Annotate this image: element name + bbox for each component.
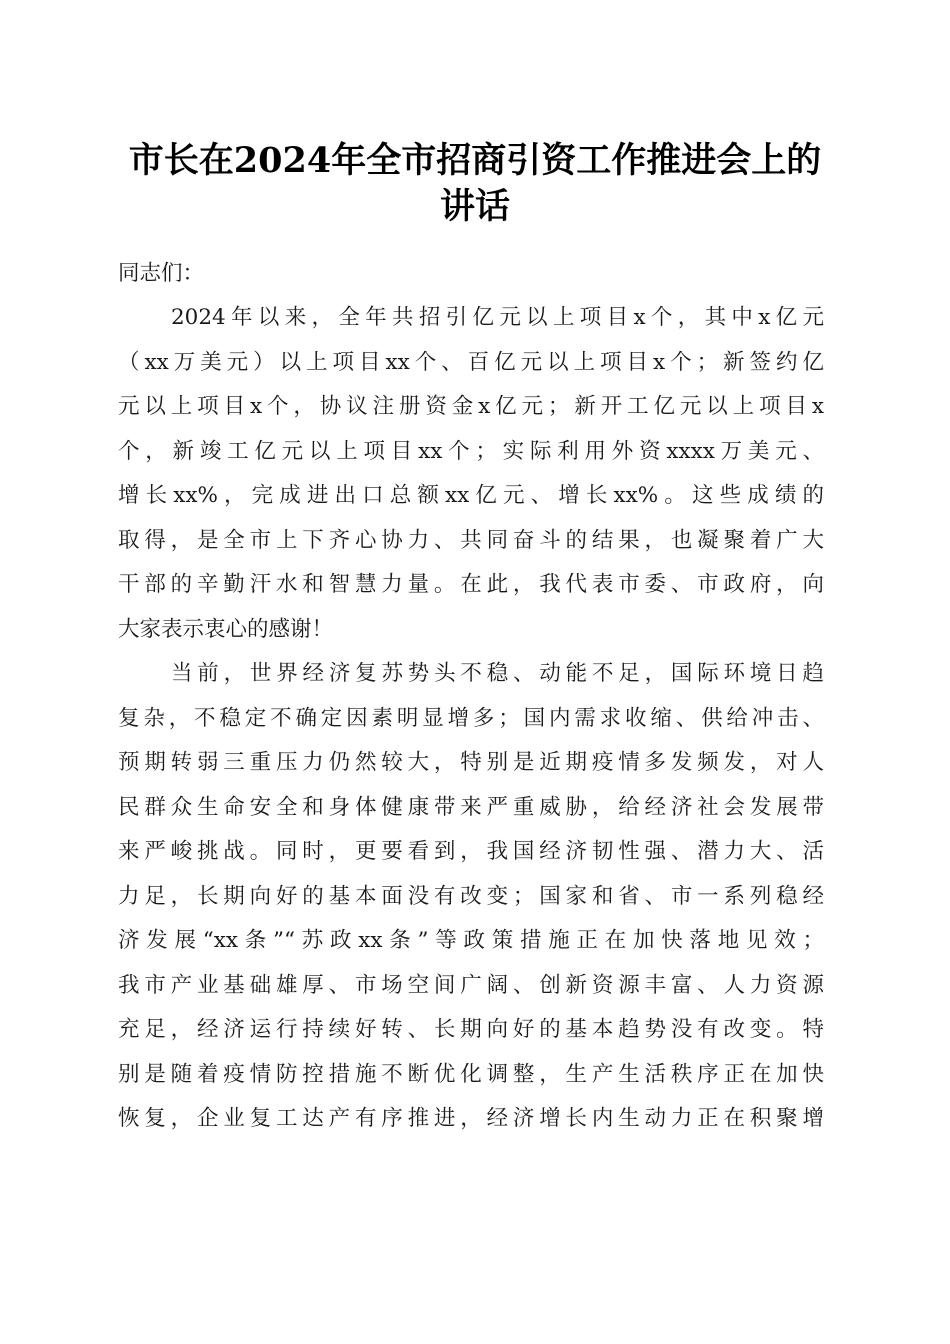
text-line: 力足，长期向好的基本面没有改变；国家和省、市一系列稳经 xyxy=(118,883,824,909)
text-line: 取得，是全市上下齐心协力、共同奋斗的结果，也凝聚着广大 xyxy=(118,527,824,553)
text-line: 复杂，不稳定不确定因素明显增多；国内需求收缩、供给冲击、 xyxy=(118,705,824,731)
document-title xyxy=(110,138,840,230)
text-line: 2024年以来，全年共招引亿元以上项目x个，其中x亿元 xyxy=(171,305,824,330)
text-line: 济发展“xx条”“苏政xx条”等政策措施正在加快落地见效； xyxy=(118,928,824,953)
text-line: （xx万美元）以上项目xx个、百亿元以上项目x个；新签约亿 xyxy=(118,349,824,375)
text-line: 别是随着疫情防控措施不断优化调整，生产生活秩序正在加快 xyxy=(118,1061,824,1087)
text-line: 我市产业基础雄厚、市场空间广阔、创新资源丰富、人力资源 xyxy=(118,972,824,998)
text-line: 大家表示衷心的感谢！ xyxy=(118,616,334,642)
text-line: 来严峻挑战。同时，更要看到，我国经济韧性强、潜力大、活 xyxy=(118,839,824,864)
document-body xyxy=(118,252,824,1142)
text-line: 干部的辛勤汗水和智慧力量。在此，我代表市委、市政府，向 xyxy=(118,572,824,597)
title-line: 讲话 xyxy=(439,186,510,227)
title-line: 市长在2024年全市招商引资工作推进会上的 xyxy=(128,140,822,181)
text-line: 当前，世界经济复苏势头不稳、动能不足，国际环境日趋 xyxy=(171,661,824,686)
paragraph xyxy=(118,296,824,652)
text-line: 元以上项目x个，协议注册资金x亿元；新开工亿元以上项目x xyxy=(118,394,824,419)
text-line: 预期转弱三重压力仍然较大，特别是近期疫情多发频发，对人 xyxy=(118,750,824,775)
text-line: 充足，经济运行持续好转、长期向好的基本趋势没有改变。特 xyxy=(118,1017,824,1042)
salutation: 同志们： xyxy=(118,261,205,286)
paragraph xyxy=(118,652,824,1142)
text-line: 个，新竣工亿元以上项目xx个；实际利用外资xxxx万美元、 xyxy=(118,438,824,464)
text-line: 民群众生命安全和身体健康带来严重威胁，给经济社会发展带 xyxy=(118,794,824,820)
text-line: 恢复，企业复工达产有序推进，经济增长内生动力正在积聚增 xyxy=(118,1106,824,1131)
text-line: 增长xx%，完成进出口总额xx亿元、增长xx%。这些成绩的 xyxy=(118,483,824,508)
